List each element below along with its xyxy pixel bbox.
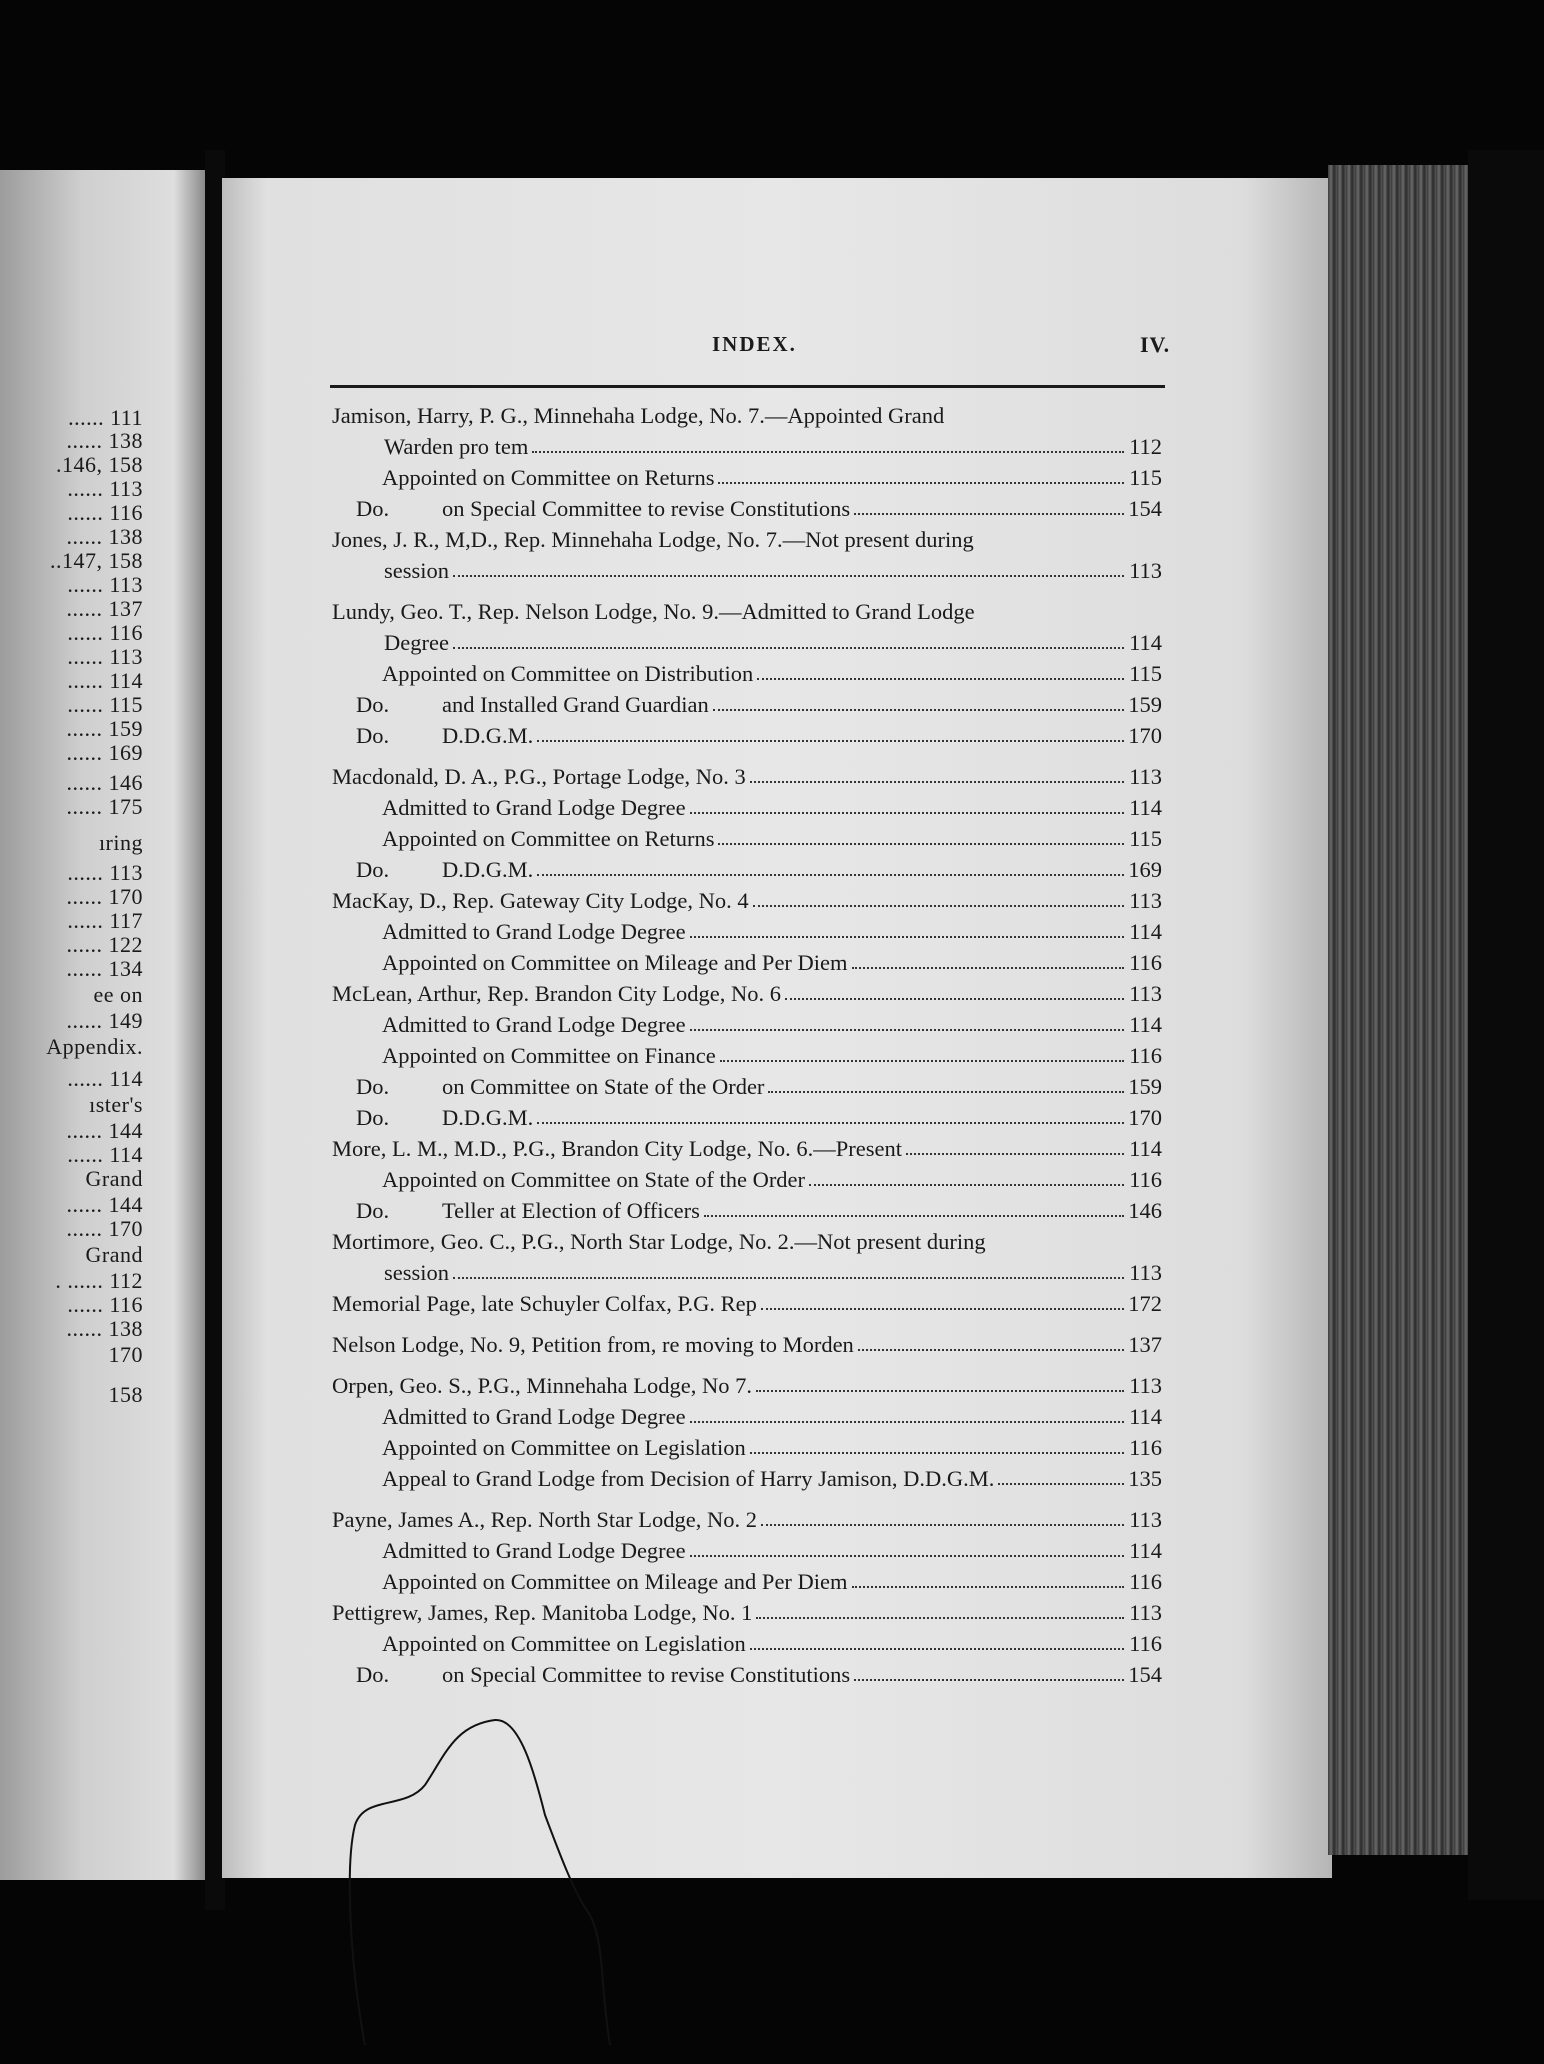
page-edges [1328, 165, 1468, 1855]
leader-dots [858, 1349, 1124, 1351]
entry-text: Admitted to Grand Lodge Degree [382, 1012, 686, 1037]
left-page-line: . ...... 112 [55, 1268, 143, 1293]
index-entry [332, 493, 1162, 524]
page-ref: 114 [1129, 1538, 1162, 1563]
leader-dots [690, 936, 1124, 938]
index-entry [332, 947, 1162, 978]
leader-dots [453, 1277, 1124, 1279]
index-entry [332, 854, 1162, 885]
left-page-line: ...... 138 [66, 428, 143, 453]
leader-dots [753, 905, 1124, 907]
left-page-line: .146, 158 [56, 452, 143, 477]
left-page-line: ...... 134 [66, 956, 143, 981]
entry-text: Appointed on Committee on Mileage and Per Diem [382, 1569, 848, 1594]
index-entry [332, 1659, 1162, 1690]
page-ref: 114 [1129, 1012, 1162, 1037]
page-ref: 115 [1129, 465, 1162, 490]
index-entry [332, 720, 1162, 751]
index-entry [332, 689, 1162, 720]
leader-dots [854, 1679, 1124, 1681]
page-ref: 116 [1129, 1167, 1162, 1192]
page-ref: 172 [1128, 1291, 1162, 1316]
entry-gap [332, 1360, 1162, 1370]
entry-text: Mortimore, Geo. C., P.G., North Star Lodge, No. 2.—Not present during [332, 1229, 986, 1254]
entry-text: Degree [384, 630, 449, 655]
leader-dots [809, 1184, 1124, 1186]
index-entry [332, 885, 1162, 916]
left-page-line: ...... 114 [67, 1066, 143, 1091]
left-page-line: ...... 138 [66, 524, 143, 549]
page-ref: 137 [1128, 1332, 1162, 1357]
leader-dots [453, 647, 1124, 649]
page-ref: 116 [1129, 1435, 1162, 1460]
ditto-label: Do. [356, 496, 390, 521]
entry-text: Payne, James A., Rep. North Star Lodge, No. 2 [332, 1507, 757, 1532]
entry-text: Appeal to Grand Lodge from Decision of Harry Jamison, D.D.G.M. [382, 1466, 995, 1491]
leader-dots [757, 678, 1124, 680]
index-entry [332, 1597, 1162, 1628]
page-ref: 113 [1129, 1507, 1162, 1532]
page-ref: 116 [1129, 950, 1162, 975]
leader-dots [750, 781, 1124, 783]
leader-dots [532, 451, 1124, 453]
leader-dots [852, 967, 1124, 969]
entry-text: on Committee on State of the Order [442, 1074, 765, 1099]
book-cover-edge [1468, 150, 1544, 1900]
left-page-line: ...... 144 [66, 1118, 143, 1143]
entry-text: Orpen, Geo. S., P.G., Minnehaha Lodge, No 7. [332, 1373, 752, 1398]
leader-dots [750, 1452, 1124, 1454]
entry-text: Macdonald, D. A., P.G., Portage Lodge, No. 3 [332, 764, 746, 789]
entry-text: on Special Committee to revise Constitutions [442, 1662, 851, 1687]
entry-text: Nelson Lodge, No. 9, Petition from, re moving to Morden [332, 1332, 854, 1357]
page-ref: 113 [1129, 764, 1162, 789]
leader-dots [690, 1555, 1124, 1557]
left-page-line: ...... 117 [67, 908, 143, 933]
leader-dots [690, 1421, 1124, 1423]
index-entry [332, 555, 1162, 586]
entry-text: Appointed on Committee on Legislation [382, 1435, 746, 1460]
entry-gap [332, 1319, 1162, 1329]
left-page-line: ..147, 158 [50, 548, 143, 573]
page-ref: 146 [1128, 1198, 1162, 1223]
leader-dots [690, 812, 1124, 814]
left-page-line: 158 [108, 1382, 143, 1407]
header-rule [330, 385, 1165, 388]
index-entry [332, 1102, 1162, 1133]
left-page-line: ...... 170 [66, 1216, 143, 1241]
index-entry [332, 596, 1162, 627]
index-entry [332, 1009, 1162, 1040]
entry-text: session [384, 558, 450, 583]
index-entry [332, 524, 1162, 555]
ditto-label: Do. [356, 692, 390, 717]
index-entry [332, 792, 1162, 823]
index-entry [332, 1432, 1162, 1463]
index-entry [332, 1370, 1162, 1401]
left-page-line: ...... 115 [67, 692, 143, 717]
page-ref: 114 [1129, 630, 1162, 655]
entry-text: D.D.G.M. [442, 857, 534, 882]
index-entry [332, 1226, 1162, 1257]
leader-dots [718, 482, 1124, 484]
entry-text: Lundy, Geo. T., Rep. Nelson Lodge, No. 9.—Admitted to Grand Lodge [332, 599, 975, 624]
left-page-line: ...... 113 [67, 476, 143, 501]
leader-dots [537, 874, 1124, 876]
entry-text: D.D.G.M. [442, 723, 534, 748]
entry-text: Admitted to Grand Lodge Degree [382, 919, 686, 944]
leader-dots [785, 998, 1124, 1000]
index-entry [332, 1329, 1162, 1360]
page-ref: 169 [1128, 857, 1162, 882]
index-entry [332, 1288, 1162, 1319]
page-ref: 114 [1129, 795, 1162, 820]
left-page-line: ...... 116 [67, 1292, 143, 1317]
left-page-line: ...... 144 [66, 1192, 143, 1217]
left-page-line: ıster's [89, 1092, 143, 1117]
leader-dots [756, 1617, 1124, 1619]
page-ref: 170 [1128, 723, 1162, 748]
left-page-fragment [0, 170, 205, 1880]
index-entry [332, 1071, 1162, 1102]
left-page-line: ...... 137 [66, 596, 143, 621]
page-ref: 113 [1129, 888, 1162, 913]
left-page-line: ...... 146 [66, 770, 143, 795]
entry-text: Appointed on Committee on Mileage and Per Diem [382, 950, 848, 975]
page-ref: 114 [1129, 919, 1162, 944]
entry-text: Appointed on Committee on Distribution [382, 661, 754, 686]
index-entry [332, 431, 1162, 462]
entry-text: Admitted to Grand Lodge Degree [382, 795, 686, 820]
entry-text: Warden pro tem [384, 434, 529, 459]
left-page-line: ...... 113 [67, 572, 143, 597]
entry-text: Jones, J. R., M,D., Rep. Minnehaha Lodge, No. 7.—Not present during [332, 527, 974, 552]
index-entry [332, 1628, 1162, 1659]
index-entry [332, 462, 1162, 493]
page-ref: 154 [1128, 1662, 1162, 1687]
index-entry [332, 1133, 1162, 1164]
entry-gap [332, 1494, 1162, 1504]
entry-text: Appointed on Committee on Legislation [382, 1631, 746, 1656]
leader-dots [761, 1308, 1124, 1310]
entry-text: Appointed on Committee on State of the Order [382, 1167, 806, 1192]
index-entry [332, 761, 1162, 792]
page-ref: 135 [1128, 1466, 1162, 1491]
entry-text: D.D.G.M. [442, 1105, 534, 1130]
ditto-label: Do. [356, 723, 390, 748]
entry-text: Teller at Election of Officers [442, 1198, 700, 1223]
leader-dots [998, 1483, 1124, 1485]
entry-text: Memorial Page, late Schuyler Colfax, P.G. Rep [332, 1291, 757, 1316]
running-head: INDEX. [712, 332, 797, 356]
leader-dots [768, 1091, 1124, 1093]
entry-text: on Special Committee to revise Constitutions [442, 496, 851, 521]
index-entry [332, 1504, 1162, 1535]
leader-dots [537, 1122, 1124, 1124]
left-page-line: ...... 149 [66, 1008, 143, 1033]
left-page-line: ...... 170 [66, 884, 143, 909]
left-page-line: ...... 113 [67, 860, 143, 885]
entry-text: MacKay, D., Rep. Gateway City Lodge, No. 4 [332, 888, 749, 913]
index-entry [332, 916, 1162, 947]
entry-text: Appointed on Committee on Finance [382, 1043, 716, 1068]
left-page-line: ...... 116 [67, 620, 143, 645]
page-ref: 113 [1129, 981, 1162, 1006]
index-entry [332, 978, 1162, 1009]
index-entry [332, 1463, 1162, 1494]
page-ref: 116 [1129, 1043, 1162, 1068]
page-ref: 113 [1129, 1600, 1162, 1625]
page-ref: 159 [1128, 1074, 1162, 1099]
page-ref: 159 [1128, 692, 1162, 717]
leader-dots [720, 1060, 1124, 1062]
index-entry [332, 823, 1162, 854]
leader-dots [690, 1029, 1124, 1031]
entry-text: session [384, 1260, 450, 1285]
left-page-line: ıring [98, 830, 143, 855]
left-page-line: ...... 114 [67, 1142, 143, 1167]
index-entry [332, 400, 1162, 431]
leader-dots [750, 1648, 1124, 1650]
leader-dots [761, 1524, 1124, 1526]
left-page-line: ...... 113 [67, 644, 143, 669]
page-ref: 154 [1128, 496, 1162, 521]
index-entry [332, 1040, 1162, 1071]
leader-dots [854, 513, 1124, 515]
entry-gap [332, 751, 1162, 761]
entry-text: More, L. M., M.D., P.G., Brandon City Lodge, No. 6.—Present [332, 1136, 902, 1161]
ditto-label: Do. [356, 1662, 390, 1687]
entry-gap [332, 586, 1162, 596]
leader-dots [537, 740, 1124, 742]
index-entry [332, 1566, 1162, 1597]
left-page-line: ...... 175 [66, 794, 143, 819]
entry-text: Admitted to Grand Lodge Degree [382, 1404, 686, 1429]
page-ref: 115 [1129, 661, 1162, 686]
left-page-line: ...... 122 [66, 932, 143, 957]
leader-dots [718, 843, 1124, 845]
index-entry [332, 627, 1162, 658]
left-page-line: Grand [85, 1242, 143, 1267]
index-entry [332, 1401, 1162, 1432]
entry-text: Pettigrew, James, Rep. Manitoba Lodge, No. 1 [332, 1600, 753, 1625]
index-entry [332, 1164, 1162, 1195]
index-entry [332, 658, 1162, 689]
index-entry [332, 1535, 1162, 1566]
leader-dots [906, 1153, 1124, 1155]
entry-text: McLean, Arthur, Rep. Brandon City Lodge, No. 6 [332, 981, 782, 1006]
page-ref: 113 [1129, 1260, 1162, 1285]
page-ref: 170 [1128, 1105, 1162, 1130]
left-page-line: ...... 114 [67, 668, 143, 693]
entry-text: Appointed on Committee on Returns [382, 465, 715, 490]
left-page-line: ...... 169 [66, 740, 143, 765]
page-ref: 113 [1129, 1373, 1162, 1398]
page-ref: 112 [1129, 434, 1162, 459]
entry-text: and Installed Grand Guardian [442, 692, 709, 717]
left-page-line: 170 [108, 1342, 143, 1367]
left-page-line: ...... 138 [66, 1316, 143, 1341]
leader-dots [756, 1390, 1124, 1392]
left-page-line: ...... 159 [66, 716, 143, 741]
leader-dots [704, 1215, 1124, 1217]
leader-dots [453, 575, 1124, 577]
page-ref: 114 [1129, 1136, 1162, 1161]
entry-text: Jamison, Harry, P. G., Minnehaha Lodge, No. 7.—Appointed Grand [332, 403, 945, 428]
page-number: IV. [1140, 332, 1171, 357]
ditto-label: Do. [356, 1105, 390, 1130]
index-entry [332, 1195, 1162, 1226]
page-ref: 113 [1129, 558, 1162, 583]
left-page-line: ...... 111 [68, 405, 143, 430]
leader-dots [852, 1586, 1124, 1588]
entry-text: Admitted to Grand Lodge Degree [382, 1538, 686, 1563]
left-page-line: Appendix. [46, 1034, 143, 1059]
ditto-label: Do. [356, 857, 390, 882]
page-ref: 114 [1129, 1404, 1162, 1429]
pencil-scribble [345, 1715, 615, 2045]
page-ref: 115 [1129, 826, 1162, 851]
left-page-line: ...... 116 [67, 500, 143, 525]
leader-dots [713, 709, 1124, 711]
left-page-line: Grand [85, 1166, 143, 1191]
index-entries [332, 400, 1162, 1690]
index-entry [332, 1257, 1162, 1288]
entry-text: Appointed on Committee on Returns [382, 826, 715, 851]
ditto-label: Do. [356, 1198, 390, 1223]
page-ref: 116 [1129, 1569, 1162, 1594]
page-ref: 116 [1129, 1631, 1162, 1656]
ditto-label: Do. [356, 1074, 390, 1099]
left-page-line: ee on [93, 982, 143, 1007]
